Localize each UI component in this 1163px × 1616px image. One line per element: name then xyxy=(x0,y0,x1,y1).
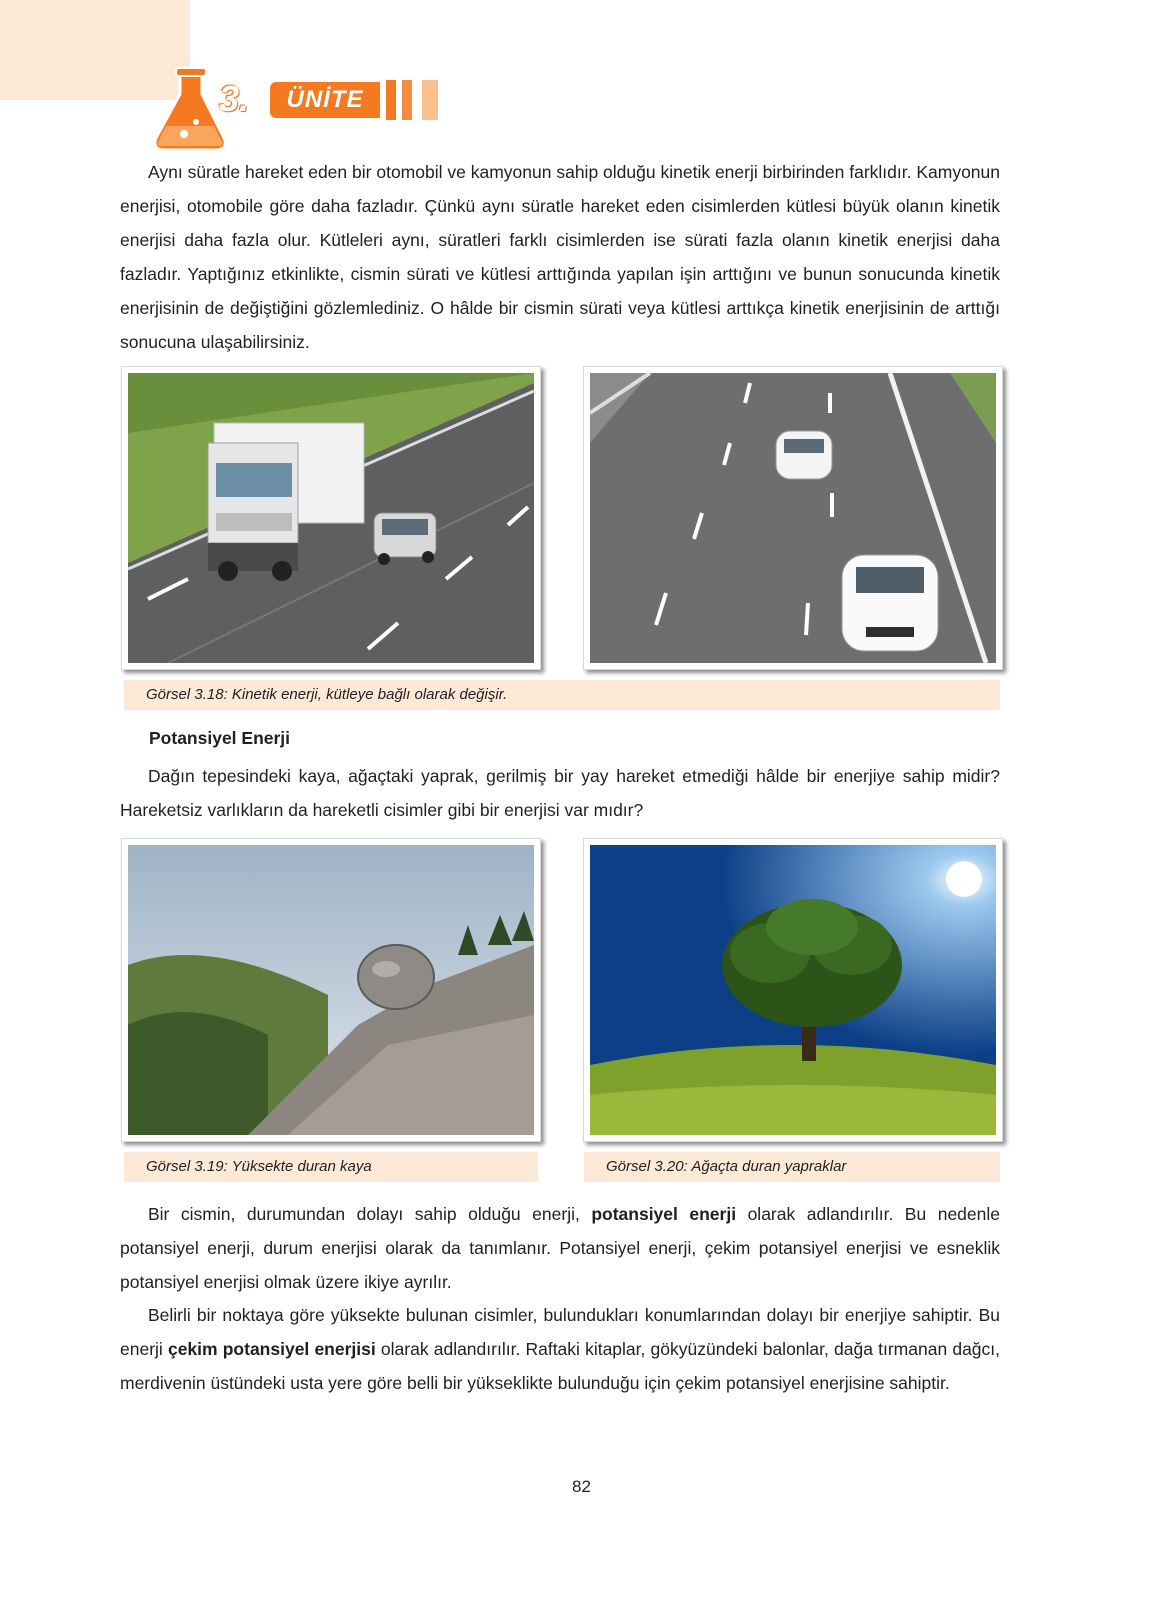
unit-number: 3. xyxy=(218,78,250,119)
paragraph-question xyxy=(120,759,1000,827)
page-number: 82 xyxy=(572,1477,591,1496)
unit-bar-decoration xyxy=(386,80,396,120)
caption-3-20: Görsel 3.20: Ağaçta duran yapraklar xyxy=(584,1152,1000,1182)
oak-tree-image xyxy=(590,845,996,1135)
paragraph-text: Dağın tepesindeki kaya, ağaçtaki yaprak, gerilmiş bir yay hareket etmediği hâlde bir enerjiye sahip midir? Hareketsiz varlıkların da hareketli cisimler gibi bir enerjisi var mıdır? xyxy=(120,766,1000,820)
section-title-potential-energy: Potansiyel Enerji xyxy=(149,728,291,748)
unit-bar-decoration xyxy=(402,80,412,120)
paragraph-text: Aynı süratle hareket eden bir otomobil ve kamyonun sahip olduğu kinetik enerji birbirinden farklıdır. Kamyonun enerjisi, otomobile göre daha fazladır. Çünkü aynı süratle hareket eden cisimlerden kütlesi büyük olanın kinetik enerjisi daha fazla olur. Kütleleri aynı, süratleri farklı cisimlerden ise sürati fazla olanın kinetik enerjisi daha fazladır. Yaptığınız etkinlikte, cismin sürati ve kütlesi arttığında yapılan işin arttığını ve bunun sonucunda kinetik enerjisinin de değiştiğini gözlemlediniz. O hâlde bir cismin sürati veya kütlesi arttıkça kinetik enerjisinin de arttığı sonucuna ulaşabilirsiniz. xyxy=(120,162,1000,352)
caption-3-19: Görsel 3.19: Yüksekte duran kaya xyxy=(124,1152,538,1182)
unit-bar-decoration xyxy=(422,80,438,120)
photo-two-cars xyxy=(583,366,1003,670)
bold-term: çekim potansiyel enerjisi xyxy=(167,1339,376,1359)
caption-3-18: Görsel 3.18: Kinetik enerji, kütleye bağlı olarak değişir. xyxy=(124,680,1000,710)
unit-header xyxy=(140,60,460,160)
paragraph-text: Belirli bir noktaya göre yüksekte bulunan cisimler, bulundukları konumlarından dolayı bir enerjiye sahiptir. Bu enerji xyxy=(120,1305,1000,1359)
bold-term: potansiyel enerji xyxy=(591,1204,737,1224)
paragraph-kinetic-energy xyxy=(120,155,1000,359)
photo-balanced-rock xyxy=(121,838,541,1142)
paragraph-text: Bir cismin, durumundan dolayı sahip olduğu enerji, xyxy=(148,1204,592,1224)
paragraph-gravitational-energy xyxy=(120,1298,1000,1400)
paragraph-text: olarak adlandırılır. Raftaki kitaplar, gökyüzündeki balonlar, dağa tırmanan dağcı, merdivenin üstündeki usta yere göre belli bir yükseklikte bulunduğu için çekim potansiyel enerjisine sahiptir. xyxy=(120,1339,1001,1393)
photo-oak-tree xyxy=(583,838,1003,1142)
paragraph-text: olarak adlandırılır. Bu nedenle potansiyel enerji, durum enerjisi olarak da tanımlanır. Potansiyel enerji, çekim potansiyel enerjisi ve esneklik potansiyel enerjisi olmak üzere ikiye ayrılır. xyxy=(120,1204,1000,1292)
two-cars-image xyxy=(590,373,996,663)
paragraph-potential-energy-definition xyxy=(120,1197,1000,1299)
unit-label: ÜNİTE xyxy=(270,82,380,118)
balanced-rock-image xyxy=(128,845,534,1135)
photo-truck-and-car xyxy=(121,366,541,670)
truck-car-image xyxy=(128,373,534,663)
